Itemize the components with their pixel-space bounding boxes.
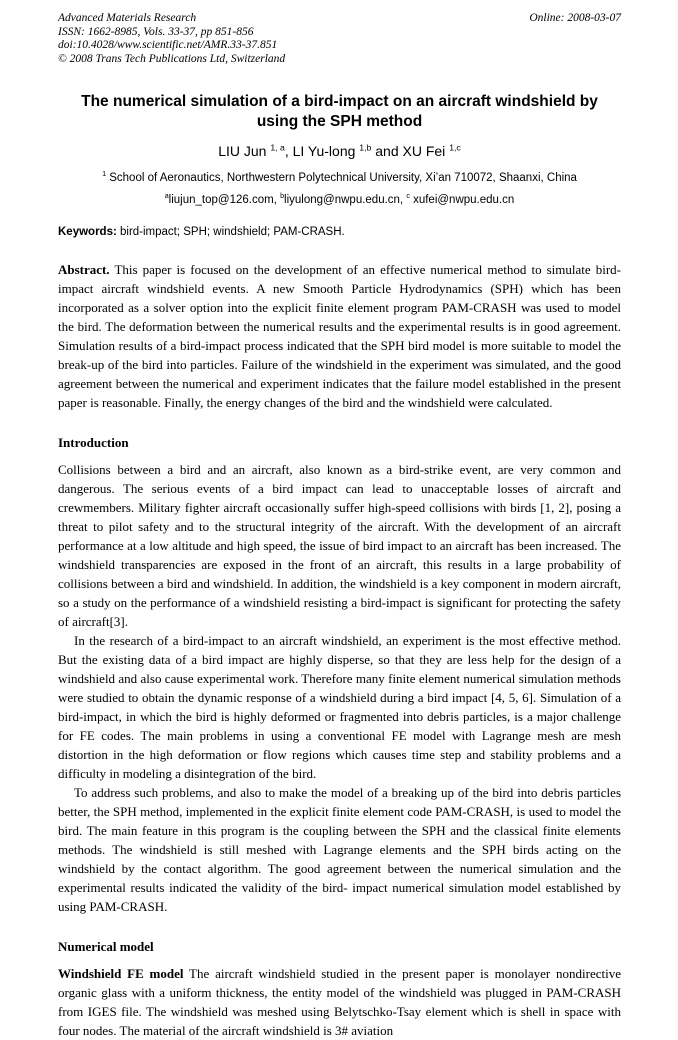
keywords-label: Keywords: xyxy=(58,226,117,238)
email-superscript-b: b xyxy=(280,192,285,201)
keywords-text: bird-impact; SPH; windshield; PAM-CRASH. xyxy=(116,226,345,238)
authors-line xyxy=(58,143,621,160)
introduction-heading: Introduction xyxy=(58,435,129,450)
introduction-paragraph-1: Collisions between a bird and an aircraft, also known as a bird-strike event, are very common and dangerous. The serious events of a bird impact can lead to unacceptable losses of aircraft and crewmembers. Military fighter aircraft occasionally suffer high-speed collisions with birds [1, 2], posing a threat to pilot safety and to the structural integrity of the aircraft. With the development of an aircraft performance at a low altitude and high speed, the issue of bird impact to an aircraft has been increased. The windshield transparencies are exposed in the front of an aircraft, this results in a large probability of collisions between a bird and windshield. In addition, the windshield is a key component in modern aircraft, so a study on the performance of a windshield resisting a bird-impact is significant for protecting the safety of aircraft[3]. xyxy=(58,462,621,629)
author-3-superscript: 1,c xyxy=(449,142,461,153)
keywords-line xyxy=(58,225,621,239)
paper-title: The numerical simulation of a bird-impact on an aircraft windshield by using the SPH method xyxy=(81,93,598,130)
doi-line: doi:10.4028/www.scientific.net/AMR.33-37.851 xyxy=(58,39,278,51)
numerical-model-heading: Numerical model xyxy=(58,939,154,954)
email-superscript-a: a xyxy=(164,192,169,201)
author-name-2: , LI Yu-long xyxy=(284,143,360,159)
email-address-b: liyulong@nwpu.edu.cn, xyxy=(284,194,407,206)
abstract-paragraph xyxy=(58,260,621,412)
journal-name: Advanced Materials Research xyxy=(58,12,197,24)
emails-line xyxy=(58,193,621,207)
windshield-fe-model-label: Windshield FE model xyxy=(58,966,184,981)
issn-line: ISSN: 1662-8985, Vols. 33-37, pp 851-856 xyxy=(58,25,254,38)
introduction-paragraph-3: To address such problems, and also to make the model of a breaking up of the bird into debris particles better, the SPH method, implemented in the explicit finite element code PAM-CRASH, is used to model the bird. The main feature in this program is the coupling between the SPH and the classical finite elements methods. The windshield is still meshed with Lagrange elements and the SPH birds acting on the windshield by the contact algorithm. The good agreement between the numerical simulation and the experimental results indicated the validity of the bird- impact numerical simulation model established by using PAM-CRASH. xyxy=(58,785,621,914)
abstract-text: This paper is focused on the development of an effective numerical method to simulate bird-impact aircraft windshield events. A new Smooth Particle Hydrodynamics (SPH) which has been incorporated as a solver option into the explicit finite element program PAM-CRASH was used to model the bird. The deformation between the numerical results and the experimental results is in good agreement. Simulation results of a bird-impact process indicated that the SPH bird model is more suitable to model the break-up of the bird into particles. Failure of the windshield in the experiment was simulated, and the good agreement between the numerical and experiment indicates that the failure model established in the present paper is reasonable. Finally, the energy changes of the bird and the windshield were calculated. xyxy=(58,262,621,410)
online-date: Online: 2008-03-07 xyxy=(529,12,621,24)
windshield-fe-model-text: The aircraft windshield studied in the present paper is monolayer nondirective organic glass with a uniform thickness, the entity model of the windshield was plugged in PAM-CRASH from IGES file. The windshield was meshed using Belytschko-Tsay element which is shell in space with four nodes. The material of the aircraft windshield is 3# aviation xyxy=(58,966,621,1038)
author-name-3: and XU Fei xyxy=(371,143,450,159)
author-2-superscript: 1,b xyxy=(359,142,372,153)
affiliation-superscript: 1 xyxy=(102,170,107,179)
publication-header-left xyxy=(58,12,285,66)
email-superscript-c: c xyxy=(406,192,410,201)
publication-header xyxy=(58,12,621,66)
email-address-a: liujun_top@126.com, xyxy=(168,194,281,206)
email-address-c: xufei@nwpu.edu.cn xyxy=(409,194,515,206)
author-1-superscript: 1, a xyxy=(270,142,285,153)
copyright-line: © 2008 Trans Tech Publications Ltd, Switzerland xyxy=(58,52,286,65)
affiliation-line xyxy=(58,171,621,185)
author-name-1: LIU Jun xyxy=(218,143,271,159)
introduction-paragraph-2: In the research of a bird-impact to an aircraft windshield, an experiment is the most effective method. But the existing data of a bird impact are highly disperse, so that they are less help for the design of a windshield and also cause experimental work. Therefore many finite element numerical simulation methods were studied to obtain the dynamic response of a windshield during a bird impact [4, 5, 6]. Simulation of a bird-impact, in which the bird is highly deformed or fragmented into debris particles, is a major challenge for FE codes. The main problems in using a conventional FE model with Lagrange mesh are mesh distortion in the high deformation or flow regions which causes time step and stability problems and a difficulty in modeling a disintegration of the bird. xyxy=(58,633,621,781)
abstract-label: Abstract. xyxy=(58,262,110,277)
affiliation-text: School of Aeronautics, Northwestern Polytechnical University, Xi’an 710072, Shaanxi, China xyxy=(106,172,577,184)
windshield-fe-model-paragraph xyxy=(58,964,621,1040)
